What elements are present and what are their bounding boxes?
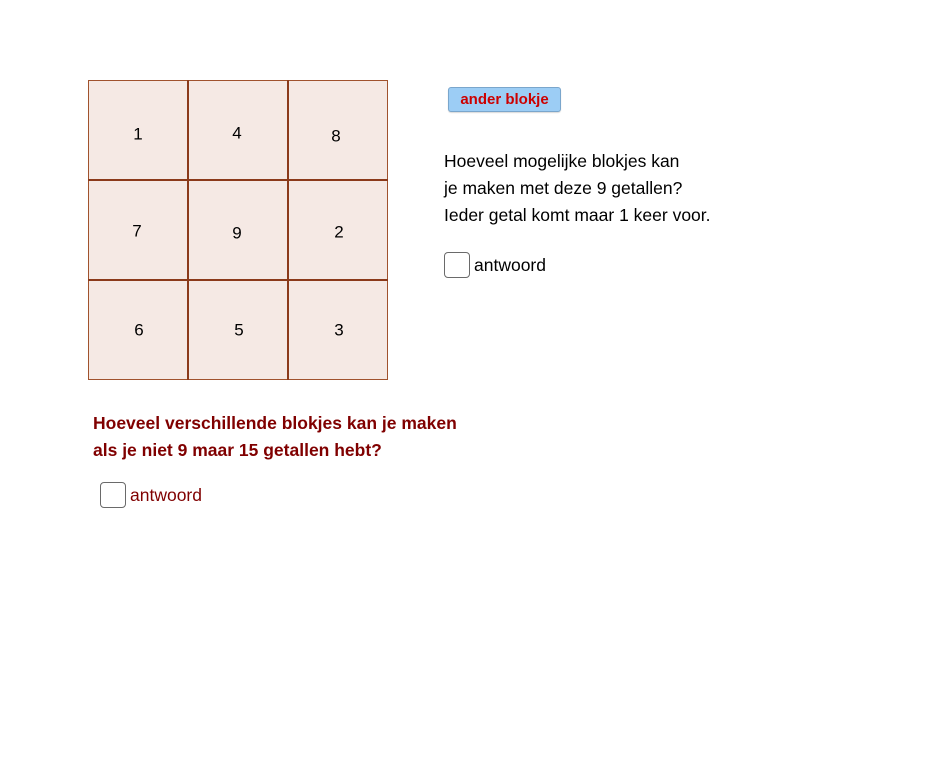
grid-cell-r1-c2: 4 [232,123,242,143]
question-1-line-2: je maken met deze 9 getallen? [444,178,683,198]
number-grid [88,80,388,380]
answer-2-label[interactable]: antwoord [130,484,202,505]
question-1-line-3: Ieder getal komt maar 1 keer voor. [444,205,711,225]
answer-1-row[interactable] [444,252,546,278]
grid-cell-r1-c3: 8 [331,126,341,146]
grid-cell-r1-c1: 1 [133,124,143,144]
question-2-line-1: Hoeveel verschillende blokjes kan je maken [93,413,457,433]
grid-cell-r2-c1: 7 [132,221,142,241]
question-2-line-2: als je niet 9 maar 15 getallen hebt? [93,440,382,460]
question-2-text [93,410,457,464]
grid-line-vertical-2 [287,80,289,380]
answer-2-row[interactable] [100,482,202,508]
ander-blokje-button[interactable]: ander blokje [448,87,561,112]
grid-cell-r3-c1: 6 [134,320,144,340]
grid-line-vertical-1 [187,80,189,380]
grid-cell-r2-c2: 9 [232,223,242,243]
grid-line-horizontal-1 [88,179,388,181]
grid-line-horizontal-2 [88,279,388,281]
grid-cell-r3-c2: 5 [234,320,244,340]
grid-cell-r2-c3: 2 [334,222,344,242]
answer-1-label[interactable]: antwoord [474,254,546,275]
grid-cell-r3-c3: 3 [334,320,344,340]
question-1-text [444,148,711,229]
answer-1-checkbox[interactable] [444,252,470,278]
question-1-line-1: Hoeveel mogelijke blokjes kan [444,151,680,171]
answer-2-checkbox[interactable] [100,482,126,508]
